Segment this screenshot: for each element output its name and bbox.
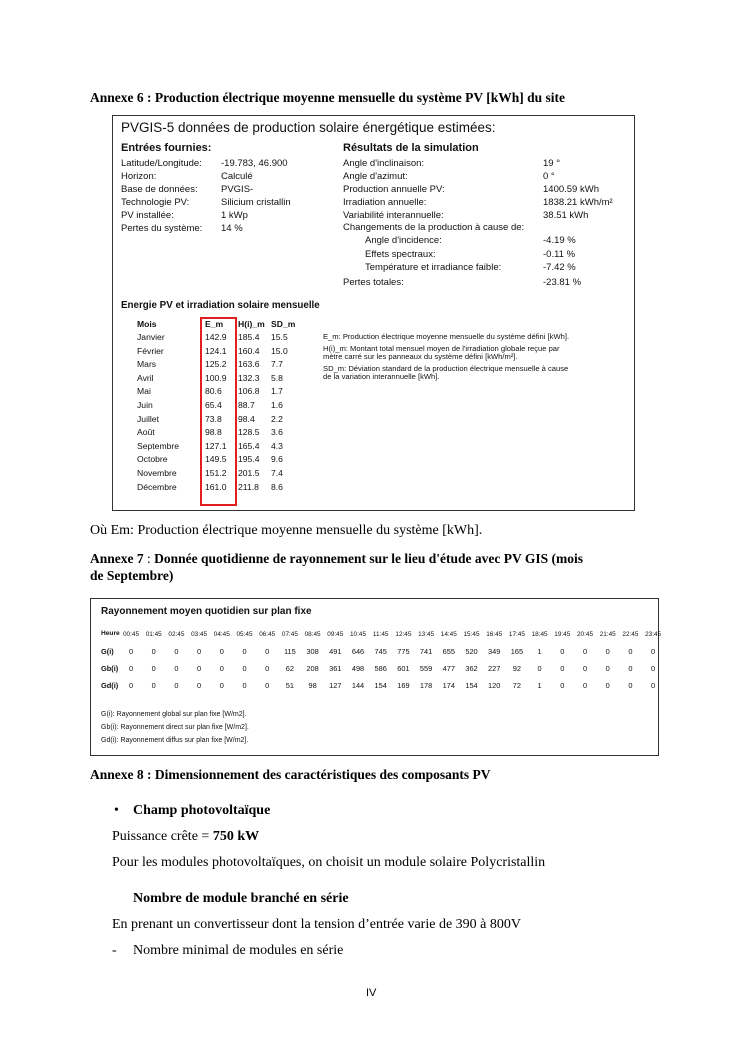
month-sdm: 5.8	[271, 372, 283, 383]
input-label: Base de données:	[121, 184, 198, 195]
value-cell: 745	[374, 647, 387, 656]
total-loss-value: -23.81 %	[543, 277, 582, 288]
input-value: 1 kWp	[221, 210, 248, 221]
month-hm: 195.4	[238, 454, 260, 465]
result-label: Angle d'azimut:	[343, 171, 408, 182]
month-em: 80.6	[205, 386, 222, 397]
month-em: 151.2	[205, 468, 227, 478]
value-cell: 646	[351, 647, 365, 656]
annex7-title-rest-1: Donnée quotidienne de rayonnement sur le lieu d'étude avec PV GIS (mois	[154, 551, 584, 566]
value-cell: 0	[582, 681, 588, 690]
value-cell: 0	[197, 681, 202, 690]
daily-radiation-figure	[90, 598, 662, 756]
month-em: 124.1	[205, 345, 227, 356]
month-em: 127.1	[205, 440, 227, 451]
value-cell: 0	[197, 647, 202, 656]
hour-cell: 02:45	[168, 631, 185, 638]
input-value: Silicium cristallin	[221, 197, 291, 208]
annex7-title-sep: :	[143, 551, 155, 566]
value-cell: 362	[465, 664, 478, 673]
value-cell: 0	[128, 647, 134, 656]
month-hm: 185.4	[238, 332, 260, 342]
value-cell: 0	[219, 681, 224, 690]
legend-em: E_m: Production électrique moyenne mensuelle du système défini [kWh].	[323, 332, 570, 341]
value-cell: 0	[151, 664, 156, 673]
hour-cell: 07:45	[281, 631, 298, 638]
annex7-title-prefix: Annexe 7	[90, 551, 144, 566]
result-value: 38.51 kWh	[543, 210, 589, 221]
month-sdm: 1.6	[271, 400, 283, 410]
value-cell: 741	[419, 647, 433, 656]
month-em: 142.9	[205, 332, 227, 342]
value-cell: 0	[197, 664, 202, 673]
hour-cell: 06:45	[259, 631, 276, 638]
changes-label: Changements de la production à cause de:	[343, 222, 525, 233]
value-cell: 0	[628, 681, 633, 690]
inputs-title: Entrées fournies:	[121, 142, 212, 154]
month-sdm: 2.2	[271, 413, 283, 424]
value-cell: 0	[537, 664, 542, 673]
modules-text: Pour les modules photovoltaïques, on choisit un module solaire Polycristallin	[112, 855, 546, 870]
result-value: 19 °	[543, 158, 561, 169]
value-cell: 0	[628, 664, 633, 673]
pvgis-heading: PVGIS-5 données de production solaire énergétique estimées:	[121, 120, 496, 135]
value-cell: 62	[285, 664, 294, 673]
month-hm: 163.6	[238, 359, 260, 370]
hour-cell: 19:45	[554, 631, 571, 638]
month-sdm: 15.5	[271, 332, 288, 342]
month-em: 125.2	[205, 359, 227, 370]
total-loss-label: Pertes totales:	[343, 277, 404, 288]
input-value: 14 %	[221, 223, 243, 234]
series-title: Nombre de module branché en série	[133, 891, 349, 906]
col-hm: H(i)_m	[238, 319, 265, 329]
month-name: Juillet	[137, 413, 159, 424]
value-cell: 0	[174, 681, 179, 690]
value-cell: 120	[488, 681, 501, 690]
month-em: 98.8	[205, 427, 222, 438]
value-cell: 208	[306, 664, 319, 673]
value-cell: 0	[242, 681, 247, 690]
month-sdm: 7.7	[271, 359, 283, 370]
month-name: Juin	[137, 400, 153, 410]
value-cell: 0	[265, 664, 270, 673]
value-cell: 520	[465, 647, 478, 656]
converter-text: En prenant un convertisseur dont la tension d’entrée varie de 390 à 800V	[112, 917, 521, 932]
value-cell: 0	[628, 647, 633, 656]
value-cell: 1	[537, 647, 542, 656]
value-cell: 51	[285, 681, 294, 690]
input-label: Pertes du système:	[121, 223, 203, 234]
input-value: -19.783, 46.900	[221, 158, 288, 169]
input-label: Horizon:	[121, 171, 157, 182]
month-sdm: 4.3	[271, 440, 283, 451]
change-label: Température et irradiance faible:	[365, 262, 502, 273]
month-hm: 165.4	[238, 440, 260, 451]
value-cell: 0	[151, 647, 156, 656]
hour-cell: 05:45	[236, 631, 253, 638]
hour-cell: 09:45	[327, 631, 344, 638]
value-cell: 0	[128, 664, 134, 673]
input-label: Technologie PV:	[121, 197, 190, 208]
hour-cell: 13:45	[418, 631, 435, 638]
value-cell: 0	[174, 664, 179, 673]
input-label: Latitude/Longitude:	[121, 158, 202, 169]
em-highlight-box	[200, 317, 237, 506]
month-name: Décembre	[137, 481, 177, 492]
month-em: 73.8	[205, 413, 222, 424]
value-cell: 227	[488, 664, 501, 673]
value-cell: 154	[374, 681, 387, 690]
value-cell: 165	[510, 647, 524, 656]
value-cell: 72	[512, 681, 521, 690]
value-cell: 0	[242, 664, 247, 673]
value-cell: 477	[442, 664, 455, 673]
value-cell: 92	[512, 664, 521, 673]
daily-heading: Rayonnement moyen quotidien sur plan fixe	[101, 606, 312, 617]
value-cell: 498	[351, 664, 365, 673]
value-cell: 0	[265, 647, 270, 656]
value-cell: 0	[174, 647, 179, 656]
value-cell: 601	[397, 664, 410, 673]
change-label: Angle d'incidence:	[365, 235, 442, 246]
result-label: Production annuelle PV:	[343, 184, 445, 195]
value-cell: 98	[308, 681, 317, 690]
pvgis-figure	[112, 115, 635, 511]
result-value: 0 °	[543, 171, 555, 182]
month-hm: 128.5	[238, 427, 260, 438]
value-cell: 0	[560, 681, 565, 690]
hour-cell: 04:45	[213, 631, 230, 638]
row-label: Gb(i)	[101, 664, 119, 673]
month-name: Août	[137, 427, 155, 438]
month-name: Janvier	[137, 332, 165, 342]
value-cell: 0	[219, 647, 224, 656]
result-label: Angle d'inclinaison:	[343, 158, 425, 169]
value-cell: 308	[306, 647, 319, 656]
note-gdi: Gd(i): Rayonnement diffus sur plan fixe [W/m2].	[101, 737, 249, 744]
note-gi: G(i): Rayonnement global sur plan fixe [W/m2].	[101, 711, 247, 718]
month-sdm: 15.0	[271, 345, 288, 356]
hour-cell: 14:45	[440, 631, 457, 638]
annex7-title-line2: de Septembre)	[90, 568, 174, 583]
hour-cell: 11:45	[372, 631, 389, 638]
month-hm: 132.3	[238, 372, 260, 383]
hour-cell: 00:45	[123, 631, 139, 638]
month-em: 161.0	[205, 481, 227, 492]
month-name: Mai	[137, 386, 151, 397]
month-sdm: 8.6	[271, 481, 283, 492]
legend-hm-2: mètre carré sur les panneaux du système défini [kWh/m²].	[323, 352, 518, 361]
legend-sd-1: SD_m: Déviation standard de la production électrique mensuelle à cause	[323, 364, 569, 373]
hour-cell: 17:45	[508, 631, 525, 638]
value-cell: 491	[329, 647, 342, 656]
value-cell: 0	[651, 664, 656, 673]
value-cell: 0	[265, 681, 270, 690]
value-cell: 0	[151, 681, 156, 690]
value-cell: 178	[419, 681, 433, 690]
change-value: -4.19 %	[543, 235, 576, 246]
hour-cell: 22:45	[622, 631, 639, 638]
note-gbi: Gb(i): Rayonnement direct sur plan fixe [W/m2].	[101, 724, 249, 731]
value-cell: 0	[560, 647, 565, 656]
legend-sd-2: de la variation interannuelle [kWh].	[323, 372, 440, 381]
input-value: Calculé	[221, 171, 253, 182]
result-value: 1400.59 kWh	[543, 184, 599, 195]
value-cell: 169	[397, 681, 410, 690]
peak-power	[112, 829, 259, 845]
hour-cell: 23:45	[645, 631, 662, 638]
month-sdm: 3.6	[271, 427, 283, 438]
peak-power-label: Puissance crête =	[112, 829, 213, 844]
value-cell: 0	[605, 647, 610, 656]
hour-cell: 08:45	[304, 631, 321, 638]
annex7-title	[90, 551, 650, 567]
month-hm: 201.5	[238, 468, 260, 478]
value-cell: 0	[242, 647, 247, 656]
hour-cell: 10:45	[350, 631, 366, 638]
result-label: Variabilité interannuelle:	[343, 210, 444, 221]
hour-cell: 12:45	[395, 631, 412, 638]
hour-cell: 01:45	[145, 631, 162, 638]
value-cell: 144	[351, 681, 365, 690]
col-em: E_m	[205, 319, 224, 329]
page-number: IV	[366, 987, 377, 999]
month-hm: 88.7	[238, 400, 255, 410]
value-cell: 1	[537, 681, 542, 690]
hour-cell: 21:45	[599, 631, 616, 638]
result-value: 1838.21 kWh/m²	[543, 197, 613, 208]
month-em: 149.5	[205, 454, 227, 465]
value-cell: 174	[442, 681, 455, 690]
bullet-marker: •	[114, 803, 119, 818]
col-mois: Mois	[137, 319, 157, 329]
value-cell: 0	[605, 664, 610, 673]
change-value: -7.42 %	[543, 262, 576, 273]
month-name: Novembre	[137, 468, 177, 478]
row-label: Gd(i)	[101, 681, 119, 690]
month-sdm: 7.4	[271, 468, 283, 478]
value-cell: 361	[329, 664, 342, 673]
month-hm: 98.4	[238, 413, 255, 424]
value-cell: 0	[605, 681, 610, 690]
month-sdm: 1.7	[271, 386, 283, 397]
month-name: Octobre	[137, 454, 168, 465]
month-name: Septembre	[137, 440, 180, 451]
month-hm: 160.4	[238, 345, 260, 356]
hour-cell: 20:45	[577, 631, 593, 638]
result-label: Irradiation annuelle:	[343, 197, 427, 208]
annex8-title: Annexe 8 : Dimensionnement des caractéristiques des composants PV	[90, 767, 491, 782]
month-em: 100.9	[205, 372, 227, 383]
change-label: Effets spectraux:	[365, 248, 436, 260]
dash-marker: -	[112, 943, 117, 958]
month-em: 65.4	[205, 400, 222, 410]
value-cell: 0	[582, 664, 588, 673]
value-cell: 154	[465, 681, 478, 690]
col-sdm: SD_m	[271, 319, 296, 329]
change-value: -0.11 %	[543, 248, 576, 260]
results-title: Résultats de la simulation	[343, 142, 479, 154]
value-cell: 0	[651, 681, 656, 690]
legend-hm-1: H(i)_m: Montant total mensuel moyen de l'irradiation globale reçue par	[323, 344, 560, 353]
month-sdm: 9.6	[271, 454, 283, 465]
bullet-title: Champ photovoltaïque	[133, 803, 271, 818]
value-cell: 655	[442, 647, 455, 656]
value-cell: 115	[283, 647, 296, 656]
hour-cell: 03:45	[191, 631, 208, 638]
value-cell: 559	[419, 664, 433, 673]
peak-power-value: 750 kW	[212, 829, 260, 844]
value-cell: 0	[651, 647, 656, 656]
value-cell: 349	[488, 647, 501, 656]
value-cell: 586	[374, 664, 387, 673]
month-name: Mars	[137, 359, 157, 370]
input-value: PVGIS-	[221, 184, 254, 195]
value-cell: 0	[219, 664, 224, 673]
hour-label: Heure	[101, 630, 120, 637]
value-cell: 0	[560, 664, 565, 673]
row-label: G(i)	[101, 647, 114, 656]
hour-cell: 16:45	[486, 631, 503, 638]
month-name: Février	[137, 345, 164, 356]
value-cell: 127	[329, 681, 342, 690]
month-hm: 211.8	[238, 481, 259, 492]
value-cell: 775	[397, 647, 410, 656]
input-label: PV installée:	[121, 210, 174, 221]
month-hm: 106.8	[238, 386, 260, 397]
hour-cell: 18:45	[531, 631, 548, 638]
annex6-title: Annexe 6 : Production électrique moyenne mensuelle du système PV [kWh] du site	[90, 90, 565, 105]
hour-cell: 15:45	[463, 631, 480, 638]
monthly-title: Energie PV et irradiation solaire mensuelle	[121, 300, 320, 311]
value-cell: 0	[582, 647, 588, 656]
annex6-caption: Où Em: Production électrique moyenne mensuelle du système [kWh].	[90, 523, 483, 538]
value-cell: 0	[128, 681, 134, 690]
month-name: Avril	[137, 372, 154, 383]
min-modules-text: Nombre minimal de modules en série	[133, 943, 344, 958]
